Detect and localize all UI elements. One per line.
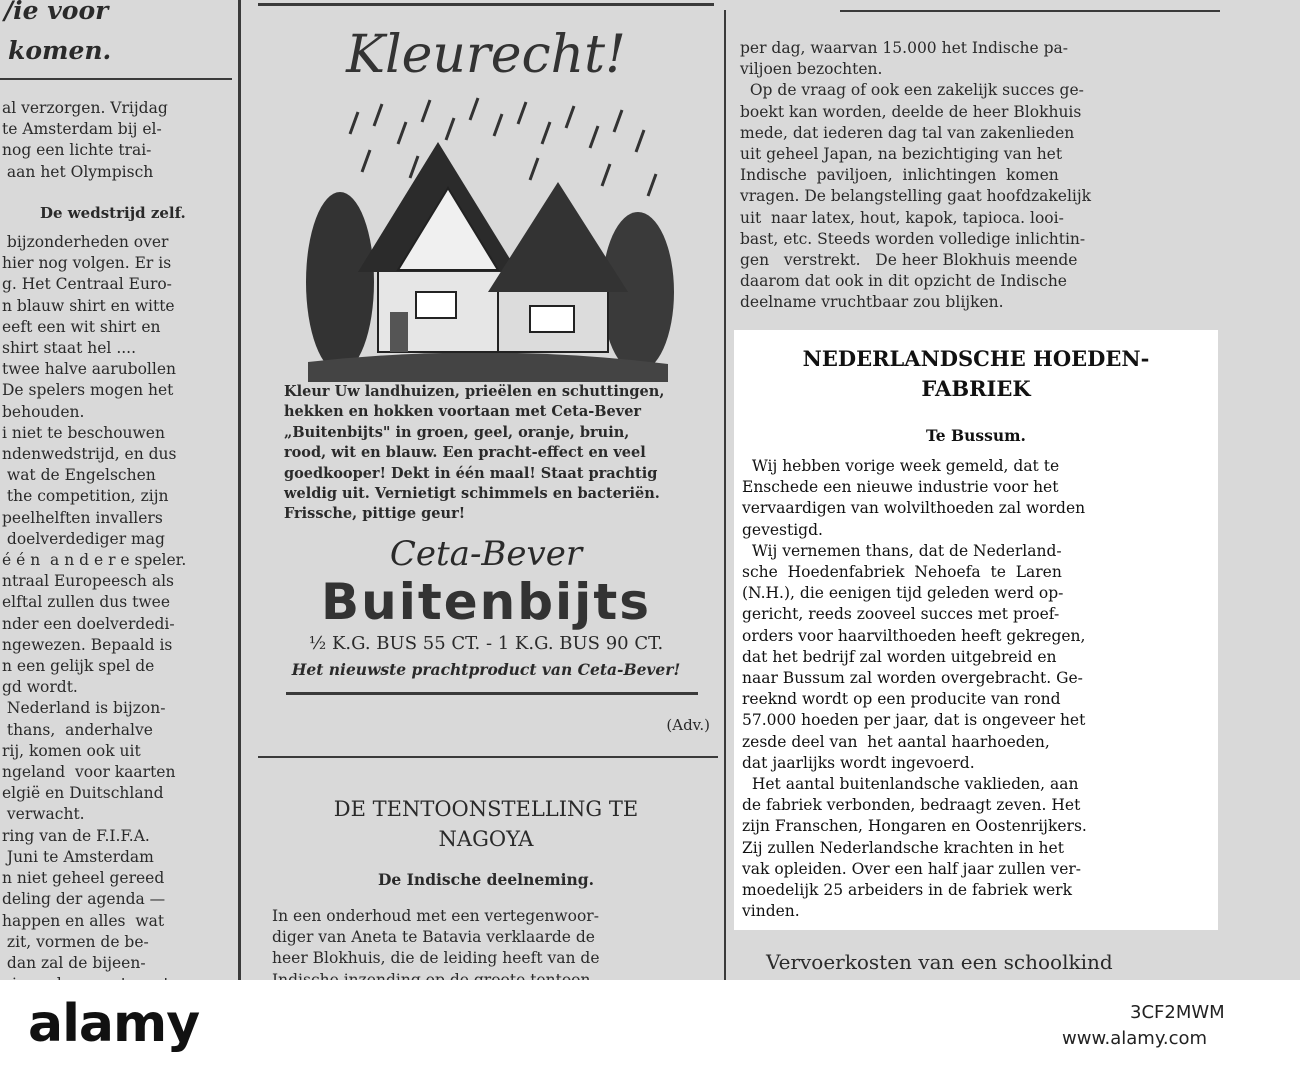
hat-factory-article [734,330,1218,930]
ad-title: Kleurecht! [346,25,626,85]
ad-brand: Ceta-Bever [389,534,583,574]
expo-title-line-1: DE TENTOONSTELLING TE [333,797,639,821]
bottom-heading: Vervoerkosten van een schoolkind [766,950,1113,974]
left-text-block-2: bijzonderheden over hier nog volgen. Er is g. Het Centraal Euro- n blauw shirt en witte eeft een wit shirt en shirt staat hel .... twee halve aarubollen De spelers mogen het behouden. i niet te beschouwen ndenwedstrijd, en dus wat de Engelschen the competition, zijn peelhelften invallers doelverdediger mag é é n a n d e r e speler. ntraal Europeesch als elftal zullen dus twee nder een doelverdedi- ngewezen. Bepaald is n een gelijk spel de gd wordt. Nederland is bijzon- thans, anderhalve rij, komen ook uit ngeland voor kaarten elgië en Duitschland verwacht. ring van de F.I.F.A. Juni te Amsterdam n niet geheel gereed deling der agenda — happen en alles wat zit, vormen de be- dan zal de bijeen- [2,233,187,972]
left-subheading: De wedstrijd zelf. [40,204,186,222]
expo-article-title [258,794,714,854]
ad-price: ½ K.G. BUS 55 CT. - 1 K.G. BUS 90 CT. [308,633,664,654]
hat-factory-title-line-2: FABRIEK [921,376,1031,401]
left-text-block-1: al verzorgen. Vrijdag te Amsterdam bij el- nog een lichte trai- aan het Olympisch [2,99,168,181]
house-window-1 [416,292,456,318]
house-illustration [298,92,678,382]
column-divider-right [724,10,726,980]
column-divider-left [238,0,241,980]
left-heading-2: komen. [8,36,112,65]
house-window-2 [530,306,574,332]
ad-product-name: Buitenbijts [321,573,651,631]
right-text-block: per dag, waarvan 15.000 het Indische pa- viljoen bezochten. Op de vraag of ook een zakelijk succes ge- boekt kan worden, deelde de heer Blokhuis mede, dat iederen dag tal van zakenlieden uit geheel Japan, na bezichtiging van het Indische paviljoen, inlichtingen komen vragen. De belangstelling gaat hoofdzakelijk uit naar latex, hout, kapok, tapioca. looi- bast, etc. Steeds worden volledige inlichtin- gen verstrekt. De heer Blokhuis meende daarom dat ook in dit opzicht de Indische deelname vruchtbaar zou blijken. [740,39,1092,312]
hat-factory-text: Wij hebben vorige week gemeld, dat te Enschede een nieuwe industrie voor het vervaardigen van wolvilthoeden zal worden gevestigd. Wij vernemen thans, dat de Nederland- sche Hoedenfabriek Nehoefa te Laren (N.H.), die eenigen tijd geleden werd op- gericht, reeds zooveel succes met proef- orders voor haarvilthoeden heeft gekregen, dat het bedrijf zal worden uitgebreid en naar Bussum zal worden overgebracht. Ge- reeknd wordt op een producite van rond 57.000 hoeden per jaar, dat is ongeveer het zesde deel van het aantal haarhoeden, dat jaarlijks wordt ingevoerd. Het aantal buitenlandsche vaklieden, aan de fabriek verbonden, bedraagt zeven. Het zijn Franschen, Hongaren en Oostenrijkers. Zij zullen Nederlandsche krachten in het vak opleiden. Over een half jaar zullen ver- moedelijk 25 arbeiders in de fabriek werk vinden. [742,457,1087,921]
hat-factory-title-line-1: NEDERLANDSCHE HOEDEN- [802,346,1150,371]
side-roof [488,182,628,292]
ad-bottom-rule [286,692,698,695]
house-door [390,312,408,352]
ad-body: Kleur Uw landhuizen, prieëlen en schuttingen, hekken en hokken voortaan met Ceta-Bever „Buitenbijts" in groen, geel, oranje, bruin, rood, wit en blauw. Een pracht-effect en veel goedkooper! Dekt in één maal! Staat prachtig weldig uit. Vernietigt schimmels en bacteriën. Frissche, pittige geur! [284,383,665,523]
expo-title-line-2: NAGOYA [438,827,534,851]
article-divider [258,756,718,758]
left-heading-rule [0,78,232,80]
expo-article-text: In een onderhoud met een vertegenwoor- diger van Aneta te Batavia verklaarde de heer Blokhuis, die de leiding heeft van de [272,907,600,968]
hat-factory-title [734,344,1218,404]
top-rule-ad [258,3,714,6]
alamy-logo: alamy [28,994,200,1054]
rain-streaks [350,98,656,196]
top-rule-right [840,10,1220,12]
image-id: 3CF2MWM [1130,1002,1225,1023]
tree-left [306,192,374,372]
left-heading-1: /ie voor [4,0,109,25]
watermark-url: www.alamy.com [1062,1028,1208,1049]
expo-article-subheading: De Indische deelneming. [377,870,594,889]
watermark-band [0,980,1300,1071]
ground [308,352,668,382]
ad-tagline: Het nieuwste prachtproduct van Ceta-Bever! [291,660,681,679]
adv-label: (Adv.) [666,716,710,734]
hat-factory-subheading: Te Bussum. [926,426,1026,445]
